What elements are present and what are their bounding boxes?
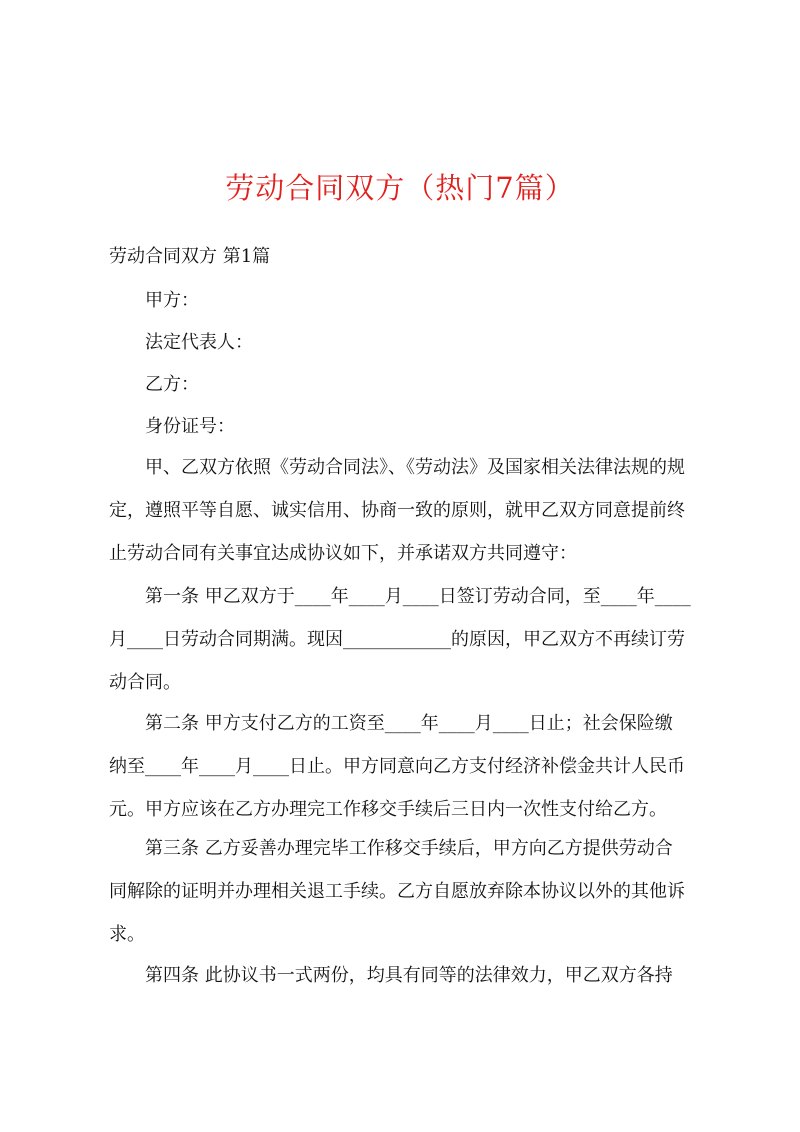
- article-3-paragraph: [109, 827, 701, 956]
- article-2-paragraph: [109, 702, 701, 831]
- intro-line: 止劳动合同有关事宜达成协议如下，并承诺双方共同遵守：: [109, 543, 577, 564]
- article-4-paragraph: [109, 954, 701, 997]
- section-heading: 劳动合同双方 第1篇: [109, 246, 271, 267]
- intro-line: 定，遵照平等自愿、诚实信用、协商一致的原则，就甲乙双方同意提前终: [109, 500, 685, 521]
- legal-rep-label: 法定代表人：: [145, 332, 253, 353]
- party-a-label: 甲方：: [145, 290, 199, 311]
- intro-line: 甲、乙双方依照《劳动合同法》、《劳动法》及国家相关法律法规的规: [145, 457, 685, 478]
- article-1-paragraph: [109, 575, 701, 704]
- article-2-line: 纳至____年____月____日止。甲方同意向乙方支付经济补偿金共计人民币: [109, 756, 685, 777]
- article-1-line: 第一条 甲乙双方于____年____月____日签订劳动合同，至____年____: [145, 586, 691, 607]
- article-3-line: 同解除的证明并办理相关退工手续。乙方自愿放弃除本协议以外的其他诉: [109, 881, 685, 902]
- document-title: 劳动合同双方（热门7篇）: [225, 171, 575, 205]
- intro-paragraph: [109, 446, 701, 575]
- party-b-label: 乙方：: [145, 374, 199, 395]
- article-2-line: 第二条 甲方支付乙方的工资至____年____月____日止；社会保险缴: [145, 713, 673, 734]
- article-1-line: 动合同。: [109, 672, 181, 693]
- article-2-line: 元。甲方应该在乙方办理完工作移交手续后三日内一次性支付给乙方。: [109, 799, 667, 820]
- id-number-label: 身份证号：: [145, 416, 235, 437]
- article-1-line: 月____日劳动合同期满。现因____________的原因，甲乙双方不再续订劳: [109, 629, 685, 650]
- article-4-line: 第四条 此协议书一式两份，均具有同等的法律效力，甲乙双方各持: [145, 965, 673, 986]
- article-3-line: 第三条 乙方妥善办理完毕工作移交手续后，甲方向乙方提供劳动合: [145, 838, 673, 859]
- article-3-line: 求。: [109, 924, 145, 945]
